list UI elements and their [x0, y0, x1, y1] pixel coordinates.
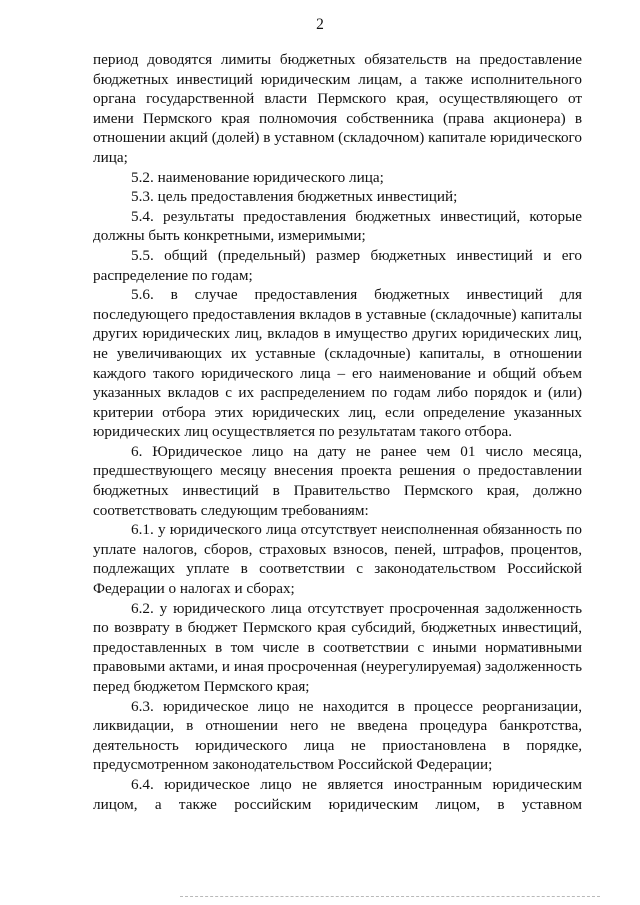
paragraph-continuation: период доводятся лимиты бюджетных обязательств на предоставление бюджетных инвестиций юридическим лицам, а также исполнительного органа государственной власти Пермского края, осуществляющего от имени Пермского края полномочия собственника (права акционера) в отношении акций (долей) в уставном (складочном) капитале юридического лица;: [93, 51, 582, 166]
paragraph-6-4: 6.4. юридическое лицо не является иностранным юридическим лицом, а также российским юридическим лицом, в уставном: [93, 775, 582, 813]
paragraph-5-5: 5.5. общий (предельный) размер бюджетных инвестиций и его распределение по годам;: [93, 246, 582, 284]
document-body: [93, 50, 582, 814]
paragraph-6-3: 6.3. юридическое лицо не находится в процессе реорганизации, ликвидации, в отношении него не введена процедура банкротства, деятельность юридического лица не приостановлена в порядке, предусмотренном законодательством Российской Федерации;: [93, 697, 582, 774]
paragraph-6: 6. Юридическое лицо на дату не ранее чем 01 число месяца, предшествующего месяцу внесения проекта решения о предоставлении бюджетных инвестиций в Правительство Пермского края, должно соответствовать следующим требованиям:: [93, 442, 582, 519]
paragraph-5-6: 5.6. в случае предоставления бюджетных инвестиций для последующего предоставления вкладов в уставные (складочные) капиталы других юридических лиц, вкладов в имущество других юридических лиц, не увеличивающих их уставные (складочные) капиталы, в отношении каждого такого юридического лица – его наименование и общий объем указанных вкладов с их распределением по годам либо порядок и (или) критерии отбора этих юридических лиц, если определение указанных юридических лиц осуществляется по результатам такого отбора.: [93, 286, 582, 441]
paragraph-5-4: 5.4. результаты предоставления бюджетных инвестиций, которые должны быть конкретными, измеримыми;: [93, 207, 582, 245]
paragraph-6-2: 6.2. у юридического лица отсутствует просроченная задолженность по возврату в бюджет Пермского края субсидий, бюджетных инвестиций, предоставленных в том числе в соответствии с иными нормативными правовыми актами, и иная просроченная (неурегулируемая) задолженность перед бюджетом Пермского края;: [93, 599, 582, 695]
page-number: 2: [316, 16, 324, 33]
paragraph-6-1: 6.1. у юридического лица отсутствует неисполненная обязанность по уплате налогов, сборов, страховых взносов, пеней, штрафов, процентов, подлежащих уплате в соответствии с законодательством Российской Федерации о налогах и сборах;: [93, 521, 582, 598]
page-bottom-divider: [180, 896, 600, 897]
paragraph-5-3: 5.3. цель предоставления бюджетных инвестиций;: [131, 188, 458, 206]
paragraph-5-2: 5.2. наименование юридического лица;: [131, 168, 384, 186]
